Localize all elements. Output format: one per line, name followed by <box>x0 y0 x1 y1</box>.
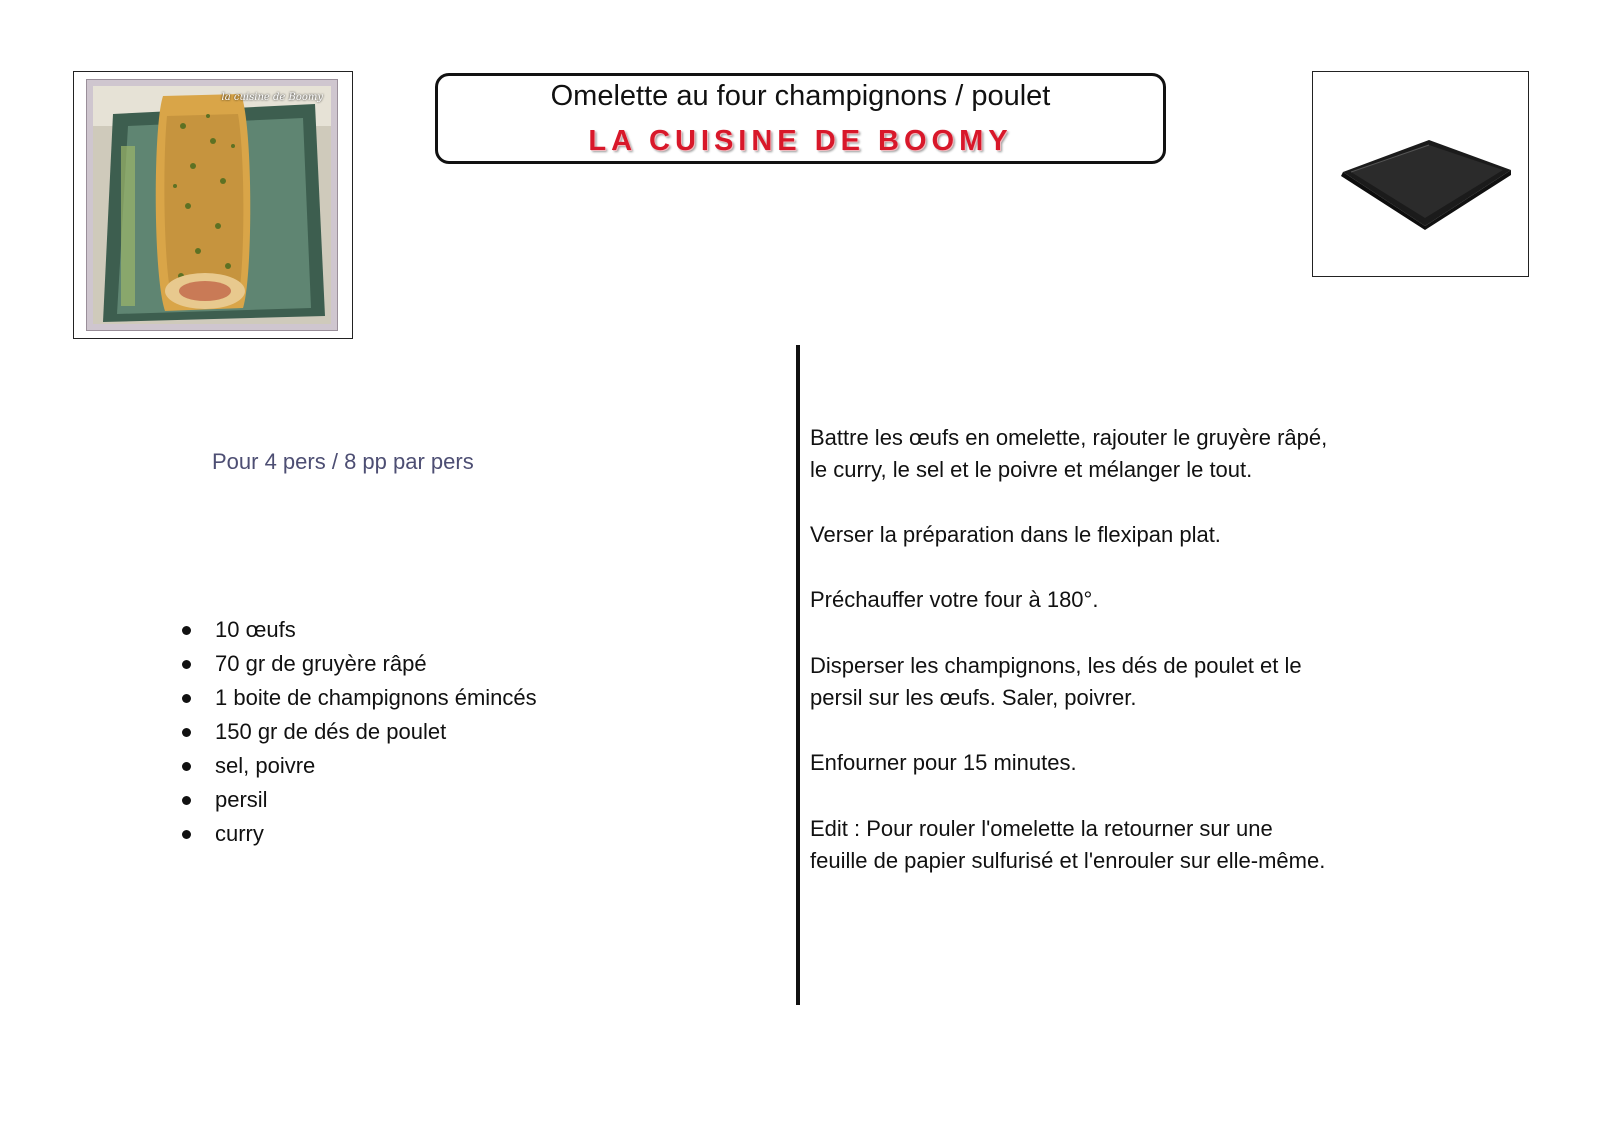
list-item <box>180 613 537 647</box>
baking-tray-icon <box>1333 132 1513 232</box>
list-item <box>180 749 537 783</box>
list-item <box>180 647 537 681</box>
column-divider <box>796 345 800 1005</box>
servings-text: Pour 4 pers / 8 pp par pers <box>212 449 474 474</box>
bullet-icon <box>182 762 191 771</box>
list-item <box>180 783 537 817</box>
step-4: Disperser les champignons, les dés de poulet et le persil sur les œufs. Saler, poivrer. <box>810 653 1302 710</box>
bullet-icon <box>182 626 191 635</box>
blog-name: LA CUISINE DE BOOMY <box>588 125 1013 157</box>
step-3: Préchauffer votre four à 180°. <box>810 587 1099 612</box>
recipe-photo-frame <box>73 71 353 339</box>
ingredient-text: persil <box>215 787 268 812</box>
title-box <box>435 73 1166 164</box>
ingredient-text: curry <box>215 821 264 846</box>
recipe-title: Omelette au four champignons / poulet <box>550 80 1051 112</box>
ingredient-text: 70 gr de gruyère râpé <box>215 651 427 676</box>
step-5: Enfourner pour 15 minutes. <box>810 750 1077 775</box>
bullet-icon <box>182 796 191 805</box>
ingredient-text: 150 gr de dés de poulet <box>215 719 447 744</box>
ingredient-list <box>180 613 537 851</box>
step-2: Verser la préparation dans le flexipan plat. <box>810 522 1221 547</box>
photo-watermark: la cuisine de Boomy <box>221 92 323 103</box>
bullet-icon <box>182 660 191 669</box>
ingredient-text: 1 boite de champignons émincés <box>215 685 537 710</box>
list-item <box>180 715 537 749</box>
omelette-roll-photo-icon <box>93 86 331 324</box>
ingredient-text: sel, poivre <box>215 753 316 778</box>
ingredient-text: 10 œufs <box>215 617 296 642</box>
bullet-icon <box>182 694 191 703</box>
bullet-icon <box>182 830 191 839</box>
list-item <box>180 681 537 715</box>
step-6: Edit : Pour rouler l'omelette la retourner sur une feuille de papier sulfurisé et l'enrouler sur elle-même. <box>810 816 1326 873</box>
step-1: Battre les œufs en omelette, rajouter le gruyère râpé, le curry, le sel et le poivre et mélanger le tout. <box>810 425 1328 482</box>
list-item <box>180 817 537 851</box>
recipe-photo <box>87 80 337 330</box>
baking-tray-frame <box>1312 71 1529 277</box>
bullet-icon <box>182 728 191 737</box>
